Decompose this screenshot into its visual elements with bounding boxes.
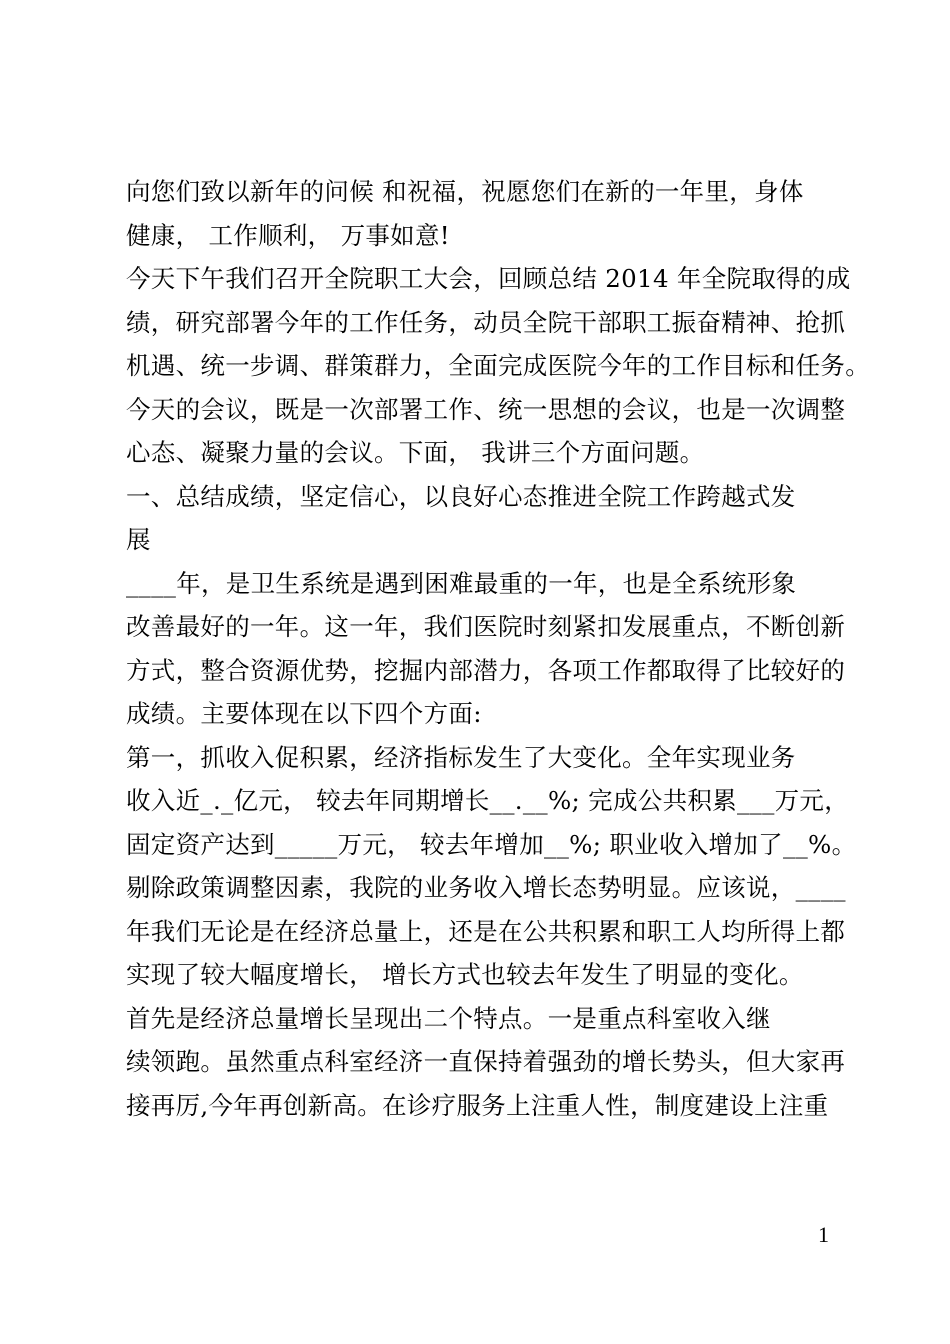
text-line: 收入近_._亿元， 较去年同期增长__.__%; 完成公共积累___万元， xyxy=(126,786,850,815)
text-line: 固定资产达到_____万元， 较去年增加__%; 职业收入增加了__%。 xyxy=(126,829,857,859)
text-line: 今天的会议，既是一次部署工作、统一思想的会议，也是一次调整 xyxy=(126,394,846,424)
page-number: 1 xyxy=(818,1222,829,1247)
text-line: 剔除政策调整因素，我院的业务收入增长态势明显。应该说，____ xyxy=(126,873,846,902)
text-line: 续领跑。虽然重点科室经济一直保持着强劲的增长势头，但大家再 xyxy=(126,1047,846,1076)
text-line: ____年，是卫生系统是遇到困难最重的一年，也是全系统形象 xyxy=(126,568,797,598)
text-line: 向您们致以新年的问候 和祝福，祝愿您们在新的一年里，身体 xyxy=(126,177,804,206)
text-line: 今天下午我们召开全院职工大会，回顾总结 2014 年全院取得的成 xyxy=(126,264,851,293)
text-line: 机遇、统一步调、群策群力，全面完成医院今年的工作目标和任务。 xyxy=(126,351,870,380)
text-line: 健康， 工作顺利， 万事如意! xyxy=(126,220,450,250)
text-line: 第一，抓收入促积累，经济指标发生了大变化。全年实现业务 xyxy=(126,742,796,772)
text-line: 年我们无论是在经济总量上，还是在公共积累和职工人均所得上都 xyxy=(126,916,846,946)
text-line: 改善最好的一年。这一年，我们医院时刻紧扣发展重点，不断创新 xyxy=(126,612,846,641)
text-line: 绩，研究部署今年的工作任务，动员全院干部职工振奋精神、抢抓 xyxy=(126,307,846,337)
section-heading-line: 展 xyxy=(126,525,151,554)
document-body xyxy=(126,170,870,1127)
section-heading-line: 一、总结成绩，坚定信心，以良好心态推进全院工作跨越式发 xyxy=(126,481,796,511)
text-line: 心态、凝聚力量的会议。下面， 我讲三个方面问题。 xyxy=(126,438,705,467)
text-line: 方式，整合资源优势，挖掘内部潜力，各项工作都取得了比较好的 xyxy=(126,655,846,685)
text-line: 接再厉,今年再创新高。在诊疗服务上注重人性，制度建设上注重 xyxy=(126,1090,829,1120)
text-line: 首先是经济总量增长呈现出二个特点。一是重点科室收入继 xyxy=(126,1003,771,1033)
text-line: 成绩。主要体现在以下四个方面: xyxy=(126,699,482,728)
text-line: 实现了较大幅度增长， 增长方式也较去年发生了明显的变化。 xyxy=(126,960,804,989)
